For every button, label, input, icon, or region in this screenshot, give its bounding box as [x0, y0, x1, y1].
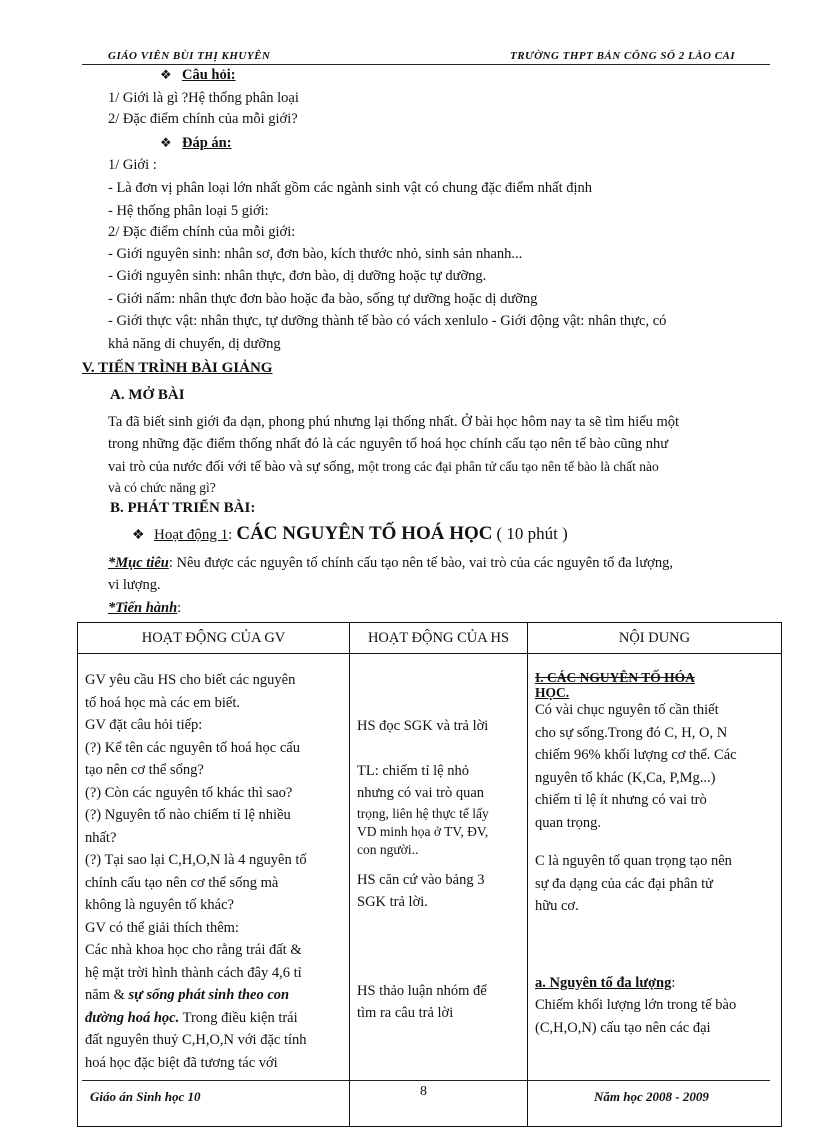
gv-activity-cell: GV yêu cầu HS cho biết các nguyên tố hoá học mà các em biết. GV đặt câu hỏi tiếp: (?) Kể tên các nguyên tố hoá học cấu tạo nên cơ thể sống? (?) Còn các nguyên tố khác thì sao? (?) Nguyên tố nào chiếm tỉ lệ nhiều nhất? (?) Tại sao lại C,H,O,N là 4 nguyên tố chính cấu tạo nên cơ thể sống mà không là nguyên tố khác? GV có thể giải thích thêm: Các nhà khoa học cho rằng trái đất & hệ mặt trời hình thành cách đây 4,6 tỉ năm & sự sống phát sinh theo con đường hoá học. Trong điều kiện trái đất nguyên thuỷ C,H,O,N với đặc tính hoá học đặc biệt đã tương tác với [78, 654, 350, 1127]
column-header-hs: HOẠT ĐỘNG CỦA HS [350, 623, 528, 654]
diamond-bullet-icon: ❖ [160, 67, 172, 82]
diamond-bullet-icon: ❖ [160, 135, 172, 150]
answer-line: 2/ Đặc điểm chính của mỗi giới: [108, 224, 296, 240]
answer-line: 1/ Giới : [108, 157, 157, 173]
answer-line: - Là đơn vị phân loại lớn nhất gồm các ngành sinh vật có chung đặc điểm nhất định [108, 180, 593, 196]
column-header-gv: HOẠT ĐỘNG CỦA GV [78, 623, 350, 654]
answer-line: - Giới thực vật: nhân thực, tự dưỡng thành tế bào có vách xenlulo - Giới động vật: nhân thực, có [108, 313, 667, 329]
page-number: 8 [420, 1084, 427, 1099]
answer-line: - Giới nguyên sinh: nhân sơ, đơn bào, kích thước nhỏ, sinh sản nhanh... [108, 246, 523, 262]
answers-heading: ❖ Đáp án: [160, 132, 232, 155]
diamond-bullet-icon: ❖ [132, 528, 145, 543]
intro-line: và có chức năng gì? [108, 480, 216, 495]
footer-title: Giáo án Sinh học 10 [90, 1089, 201, 1104]
procedure-label: *Tiến hành: [108, 600, 182, 616]
hs-activity-cell: HS đọc SGK và trả lời TL: chiếm tỉ lệ nhỏ nhưng có vai trò quan trọng, liên hệ thực tế lấy VD minh họa ở TV, ĐV, con người.. HS căn cứ vào bảng 3 SGK trả lời. HS thảo luận nhóm để tìm ra câu trả lời [350, 654, 528, 1127]
intro-line: Ta đã biết sinh giới đa dạn, phong phú nhưng lại thống nhất. Ở bài học hôm nay ta sẽ tìm hiểu một [108, 414, 680, 430]
header-school: TRƯỜNG THPT BẢN CÔNG SỐ 2 LÀO CAI [510, 50, 736, 62]
question-2: 2/ Đặc điểm chính của mỗi giới? [108, 111, 298, 127]
section-title: V. TIẾN TRÌNH BÀI GIẢNG [82, 360, 273, 376]
footer-year: Năm học 2008 - 2009 [594, 1089, 709, 1104]
goal-line: vi lượng. [108, 577, 161, 593]
subsection-a-title: A. MỞ BÀI [110, 387, 185, 403]
answer-line: - Hệ thống phân loại 5 giới: [108, 203, 269, 219]
activity-heading: ❖ Hoạt động 1: CÁC NGUYÊN TỐ HOÁ HỌC ( 10 phút ) [132, 523, 568, 544]
answer-line: khả năng di chuyển, dị dưỡng [108, 336, 281, 352]
goal-line: *Mục tiêu: Nêu được các nguyên tố chính cấu tạo nên tế bào, vai trò của các nguyên tố đa lượng, [108, 555, 673, 571]
column-header-content: NỘI DUNG [528, 623, 782, 654]
answer-line: - Giới nấm: nhân thực đơn bào hoặc đa bào, sống tự dưỡng hoặc dị dưỡng [108, 291, 538, 307]
subsection-b-title: B. PHÁT TRIỂN BÀI: [110, 500, 256, 516]
questions-heading: ❖ Câu hỏi: [160, 64, 236, 87]
question-1: 1/ Giới là gì ?Hệ thống phân loại [108, 90, 299, 106]
lesson-table [77, 622, 782, 1127]
footer-rule [82, 1080, 770, 1081]
answer-line: - Giới nguyên sinh: nhân thực, đơn bào, dị dưỡng hoặc tự dưỡng. [108, 268, 487, 284]
intro-line: trong những đặc điểm thống nhất đó là các nguyên tố hoá học chính cấu tạo nên tế bào cũng như [108, 436, 669, 452]
intro-line: vai trò của nước đối với tế bào và sự sống, một trong các đại phân tử cấu tạo nên tế bào là chất nào [108, 459, 659, 475]
header-teacher: GIÁO VIÊN BÙI THỊ KHUYÊN [108, 50, 271, 62]
content-cell: I. CÁC NGUYÊN TỐ HÓA HỌC. Có vài chục nguyên tố cần thiết cho sự sống.Trong đó C, H, O, N chiếm 96% khối lượng cơ thể. Các nguyên tố khác (K,Ca, P,Mg...) chiếm tỉ lệ ít nhưng có vai trò quan trọng. C là nguyên tố quan trọng tạo nên sự đa dạng của các đại phân tử hữu cơ. a. Nguyên tố đa lượng: Chiếm khối lượng lớn trong tế bào (C,H,O,N) cấu tạo nên các đại [528, 654, 782, 1127]
